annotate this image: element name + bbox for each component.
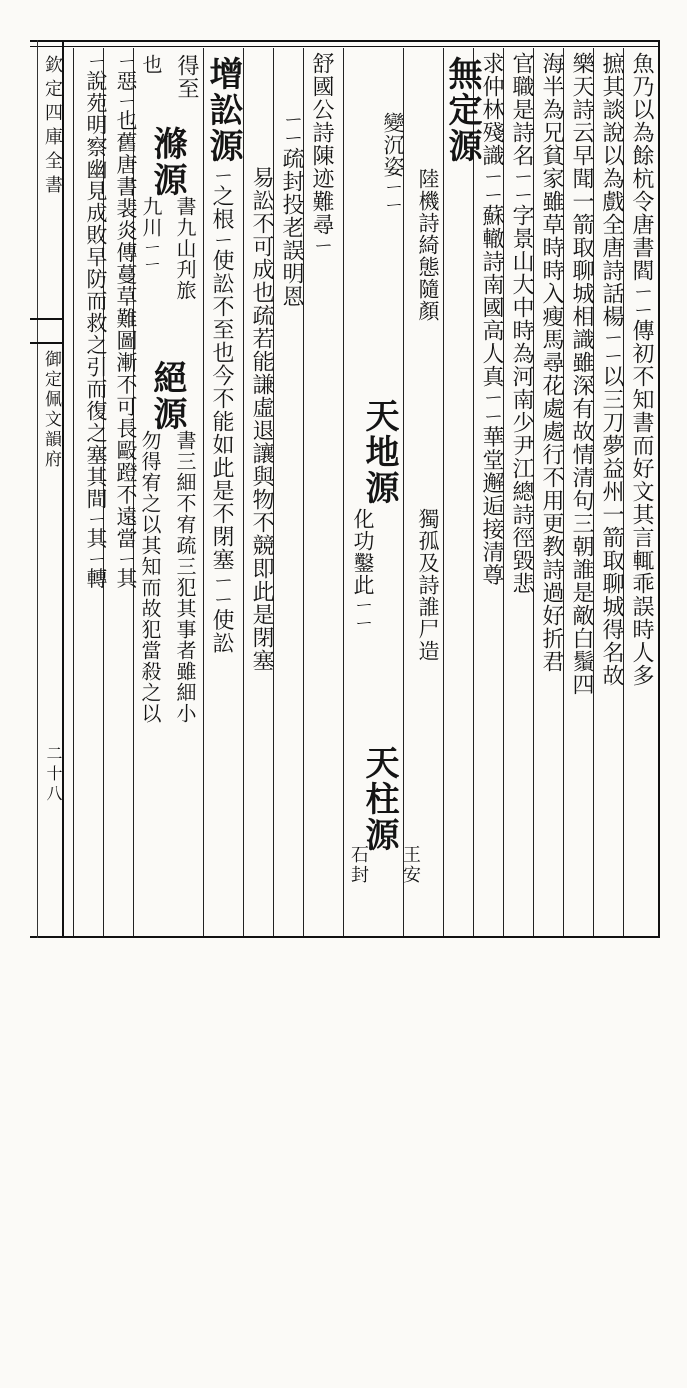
text-column: 化功鑿此ㄧㄧ (351, 508, 375, 632)
text-column: 變沉姿ㄧㄧ (381, 112, 405, 214)
column-rule (443, 48, 444, 936)
column-rule (73, 48, 74, 936)
entry-heading: 天地源 (359, 398, 399, 506)
column-rule (343, 48, 344, 936)
text-column: 書三細不宥疏三犯其事者雖細小 (173, 430, 197, 724)
text-column: 勿得宥之以其知而故犯當殺之以 (138, 430, 162, 724)
text-column: 求仲林殘識ㄧㄧ蘇轍詩南國高人真ㄧㄧ華堂邂逅接清尊 (479, 52, 504, 587)
text-column: 也 (139, 54, 163, 75)
text-column: 得至 (174, 54, 199, 100)
column-rule (203, 48, 204, 936)
column-rule (473, 48, 474, 936)
text-column: 摭其談說以為戲全唐詩話楊ㄧㄧ以三刀夢益州一箭取聊城得名故 (599, 52, 624, 688)
bottom-frame-rule (30, 936, 660, 938)
entry-heading: 增訟源 (203, 56, 243, 164)
text-column: 官職是詩名ㄧㄧ字景山大中時為河南少尹江總詩徑毀悲 (509, 52, 534, 596)
attribution-note: 王安 (400, 845, 421, 885)
attribution-note: 石封 (348, 845, 369, 885)
text-column: 獨孤及詩誰尸造 (416, 508, 440, 662)
text-column: ㄧ惡ㄧ也舊唐書裴炎傳蔓草難圖漸不可長毆蹬不遠當ㄧ其 (114, 52, 138, 590)
margin-header: 欽定四庫全書 (42, 55, 63, 199)
text-column: 易訟不可成也疏若能謙虛退讓與物不競即此是閉塞 (249, 166, 274, 672)
text-column: 書九山刋旅 (173, 196, 197, 301)
margin-book-title: 御定佩文韻府 (41, 350, 61, 470)
entry-heading: 絕源 (147, 360, 187, 432)
text-column: 樂天詩云早聞一箭取聊城相識雖深有故情清句三朝誰是敵白鬚四 (569, 52, 594, 696)
text-column: ㄧ之根ㄧ使訟不至也今不能如此是不閉塞ㄧㄧ使訟 (209, 166, 234, 655)
text-column: 九川ㄧㄧ (139, 196, 163, 272)
margin-outer-rule (37, 40, 38, 938)
top-inner-rule (30, 46, 660, 47)
text-column: 海半為兄貧家雖草時時入瘦馬尋花處處行不用更教詩過好折君 (539, 52, 564, 673)
text-column: ㄧㄧ疏封投老誤明恩 (279, 110, 304, 309)
text-column: 陸機詩綺態隨顏 (416, 168, 440, 322)
right-frame-rule (658, 40, 660, 938)
text-column: 魚乃以為餘杭令唐書閻ㄧㄧ傳初不知書而好文其言輒乖誤時人多 (629, 52, 654, 688)
entry-heading: 天柱源 (359, 745, 399, 853)
top-frame-rule (30, 40, 660, 42)
entry-heading: 滌源 (147, 126, 187, 198)
fish-tail-mark (30, 318, 64, 344)
folio-number: 二十八 (44, 745, 63, 805)
column-rule (243, 48, 244, 936)
entry-heading: 無定源 (442, 56, 482, 164)
text-column: ㄧ說苑明察幽見成敗早防而救之引而復之塞其間ㄧ其ㄧ轉 (84, 52, 108, 590)
text-column: 舒國公詩陳迹難尋ㄧ (309, 52, 334, 255)
